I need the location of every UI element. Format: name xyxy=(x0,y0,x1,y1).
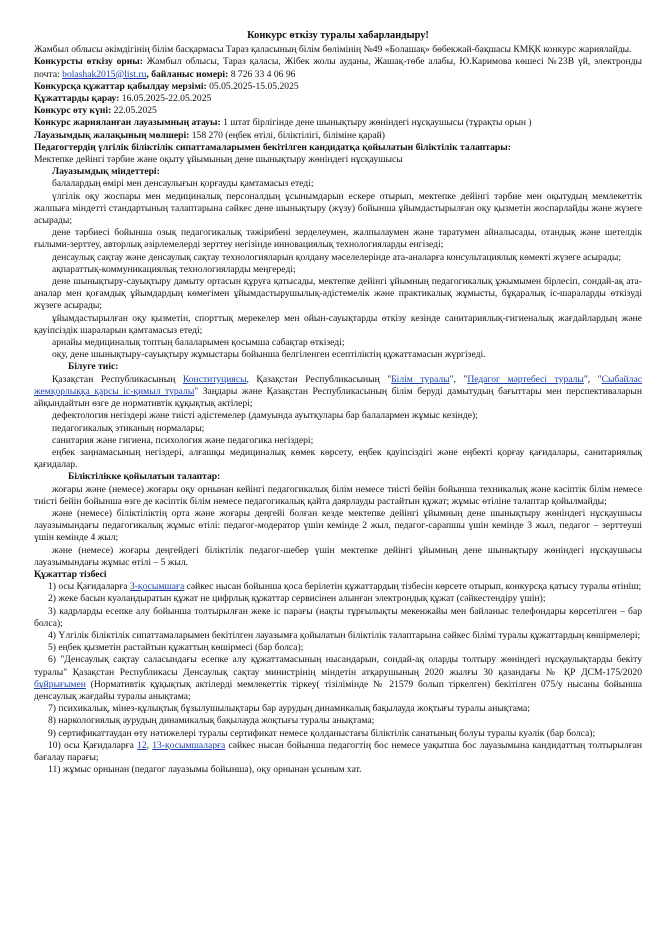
document-text: , xyxy=(146,739,153,751)
knowledge-intro-text: ", " xyxy=(449,373,468,385)
document-item: 4) Үлгілік біліктілік сипаттамаларымен бекітілген лауазымға қойылатын біліктілік талаптарына сәйкес білімі туралы құжаттардың көшірмелері; xyxy=(48,629,641,641)
document-item: 2) жеке басын куәландыратын құжат не цифрлық құжаттар сервисінен алынған электрондық құжат (сәйкестендіру үшін); xyxy=(48,593,546,605)
intro-text: Жамбыл облысы әкімдігінің білім басқармасы Тараз қаласының білім бөлімінің №49 «Болашақ» бөбекжай-бақшасы КМҚК конкурс жариялайды. xyxy=(34,44,632,56)
position-value: 1 штат бірлігінде дене шынықтыру жөніндегі нұсқаушысы (тұрақты орын ) xyxy=(220,117,532,129)
documents-heading: Құжаттар тізбесі xyxy=(34,568,107,580)
docs-review-label: Құжаттарды қарау: xyxy=(34,93,120,105)
document-item: 3) кадрларды есепке алу бойынша толтырылған жеке іс парағы (нақты тұрғылықты мекенжайы мен байланыс телефондары көрсетілген – бар болса); xyxy=(34,605,642,629)
page-title: Конкурс өткізу туралы хабарландыру! xyxy=(247,30,429,41)
knowledge-intro-text: Қазақстан Республикасының xyxy=(52,373,183,385)
docs-review-line xyxy=(34,93,642,105)
position-label: Конкурс жарияланған лауазымның атауы: xyxy=(34,117,221,129)
document-item: 5) еңбек қызметін растайтын құжаттың көшірмесі (бар болса); xyxy=(48,642,304,654)
document-item xyxy=(34,581,642,593)
document-item: 9) сертификаттаудан өту нәтижелері туралы сертификат немесе қолданыстағы біліктілік санатының болуы туралы куәлік (бар болса); xyxy=(48,727,596,739)
salary-value: 158 270 (еңбек өтілі, біліктілігі, біліміне қарай) xyxy=(189,129,385,141)
duty-item: денсаулық сақтау және денсаулық сақтау технологияларын қолдану мәселелерінде ата-аналарға консультациялық көмекті жүзеге асырады; xyxy=(52,251,621,263)
constitution-link[interactable]: Конституциясы xyxy=(182,373,247,385)
email-link[interactable]: bolashak2015@list.ru xyxy=(62,68,147,80)
document-item: 11) жұмыс орнынан (педагог лауазымы бойынша), оқу орнынан ұсыным хат. xyxy=(48,764,362,776)
document-text: 6) "Денсаулық сақтау саласындағы есепке алу құжаттамасының нысандарын, сондай-ақ оларды толтыру жөніндегі нұсқаулықтарды бекіту туралы" Қазақстан Республикасы Денсаулық сақтау министрінің міндетін атқарушының 2020 жылғы 30 қазандағы № ҚР ДСМ-175/2020 xyxy=(34,654,642,678)
duty-item: дене тәрбиесі бойынша озық педагогикалық тәжірибені зерделеумен, жалпылаумен және таратумен айналысады, отандық және шетелдік ғылыми-зерттеу, авторлық әзірлемелерді зерттеу негізінде инновациялық технологияларды енгізеді; xyxy=(34,227,642,251)
document-text: (Нормативтік құқықтық актілерді мемлекеттік тіркеу( тізілімінде № 21579 болып тіркелген) бекітілген 075/у нысаны бойынша денсаулық жағдайы туралы анықтама; xyxy=(34,678,642,702)
qualification-subtitle: Мектепке дейінгі тәрбие және оқыту ұйымының дене шынықтыру жөніндегі нұсқаушысы xyxy=(34,154,403,166)
contest-date-value: 22.05.2025 xyxy=(111,105,157,117)
knowledge-heading: Білуге тиіс: xyxy=(68,361,119,373)
document-text: 10) осы Қағидаларға xyxy=(48,739,138,751)
duty-item: арнайы медициналық топтың балаларымен қосымша сабақтар өткізеді; xyxy=(52,337,345,349)
knowledge-item: санитария және гигиена, психология және педагогика негіздері; xyxy=(52,434,314,446)
salary-line xyxy=(34,130,642,142)
knowledge-intro xyxy=(34,374,642,411)
requirements-heading: Біліктілікке қойылатын талаптар: xyxy=(68,471,221,483)
document-text: 1) осы Қағидаларға xyxy=(48,581,130,593)
phone-label: , байланыс номері: xyxy=(146,68,229,80)
appendix-13-link[interactable]: 13-қосымшаларға xyxy=(152,739,226,751)
venue-line xyxy=(34,56,642,80)
knowledge-item: еңбек заңнамасының негіздері, алғашқы медициналық көмек көрсету, еңбек қауіпсіздігі және еңбекті қорғау қағидалары, санитариялық қағидалар. xyxy=(34,446,642,471)
requirement-item: және (немесе) біліктіліктің орта және жоғары деңгейі болған кезде мектепке дейінгі ұйымның дене шынықтыру жөніндегі нұсқаушысы лауазымындағы педагогикалық жұмыс өтілі: педагог-модератор үшін кемінде 2 жыл, педагог-сарапшы үшін кемінде 3 жыл, педагог – зерттеуші үшін кемінде 4 жыл; xyxy=(34,507,642,544)
knowledge-intro-text: , Қазақстан Республикасының " xyxy=(246,373,392,385)
duty-item: дене шынықтыру-сауықтыру дамыту ортасын құруға қатысады, мектепке дейінгі ұйымның педагогикалық ұжымымен бірлесіп, сондай-ақ ата-аналар мен қоғамдық ұйымдардың көмегімен ұйымдастырушылық-әдістемелік және практикалық жұмысты, бұқаралық іс-шараларды өткізуді жүзеге асырады; xyxy=(34,276,642,312)
docs-period-line xyxy=(34,81,642,93)
docs-period-label: Конкурсқа құжаттар қабылдау мерзімі: xyxy=(34,80,207,92)
duty-item: ұйымдастырылған оқу қызметін, спорттық мерекелер мен ойын-сауықтарды өткізу кезінде санитариялық-гигиеналық жағдайлардың және қауіпсіздік шараларын қамтамасыз етеді; xyxy=(34,312,642,336)
docs-period-value: 05.05.2025-15.05.2025 xyxy=(206,80,299,92)
appendix-12-link[interactable]: 12 xyxy=(137,739,147,751)
salary-label: Лауазымдық жалақының мөлшері: xyxy=(34,129,190,141)
knowledge-intro-text: ", " xyxy=(583,373,602,385)
knowledge-item: педагогикалық этиканың нормалары; xyxy=(52,422,205,434)
knowledge-item: дефектология негіздері және тиісті әдістемелер (дамуында ауытқулары бар балалармен жұмыс кезінде); xyxy=(52,410,478,422)
knowledge-intro-text: " Заңдары және Қазақстан Республикасының білім беруді дамытудың бағыттары мен перспективаларын айқындайтын өзге де нормативтік құқықтық актілері; xyxy=(34,385,642,410)
anticorruption-law-link[interactable]: Сыбайлас жемқорлыққа қарсы іс-қимыл туралы xyxy=(34,373,642,397)
document-text: сәйкес нысан бойынша педагогтің бос немесе уақытша бос лауазымына кандидаттың толтырылған бағалау парағы; xyxy=(34,739,642,763)
requirement-item: және (немесе) жоғары деңгейдегі біліктілік педагог-шебер үшін мектепке дейінгі ұйымның дене шынықтыру жөніндегі нұсқаушысы лауазымындағы жұмыс өтілі – 5 жыл. xyxy=(34,544,642,568)
duty-item: балалардың өмірі мен денсаулығын қорғауды қамтамасыз етеді; xyxy=(52,178,314,190)
position-line xyxy=(34,117,642,129)
duty-item: оқу, дене шынықтыру-сауықтыру жұмыстары бойынша белгіленген есептіліктің құжаттамасын жүргізеді. xyxy=(52,349,486,361)
duties-heading: Лауазымдық міндеттері: xyxy=(52,166,160,178)
appendix-3-link[interactable]: 3-қосымшаға xyxy=(129,581,185,593)
contest-date-line xyxy=(34,105,642,117)
document-item: 8) наркологиялық аурудың динамикалық бақылауда жоқтығы туралы анықтама; xyxy=(48,715,375,727)
docs-review-value: 16.05.2025-22.05.2025 xyxy=(119,93,212,105)
teacher-status-law-link[interactable]: Педагог мәртебесі туралы xyxy=(467,373,584,385)
duty-item: ақпараттық-коммуникациялық технологияларды меңгереді; xyxy=(52,263,296,275)
venue-label: Конкурсты өткізу орны: xyxy=(34,56,143,68)
document-item xyxy=(34,654,642,703)
education-law-link[interactable]: Білім туралы xyxy=(391,373,450,385)
qualification-heading: Педагогтердің үлгілік біліктілік сипаттамаларымен бекітілген кандидатқа қойылатын біліктілік талаптары: xyxy=(34,141,511,153)
document-item: 7) психикалық, мінез-құлықтық бұзылушылықтары бар аурудың динамикалық бақылауда жоқтығы туралы анықтама; xyxy=(48,703,530,715)
order-link[interactable]: бұйрығымен xyxy=(34,678,86,690)
contest-date-label: Конкурс өту күні: xyxy=(34,105,112,117)
requirement-item: жоғары және (немесе) жоғары оқу орнынан кейінгі педагогикалық білім немесе тиісті бейін бойынша техникалық және кәсіптік білім немесе тиісті бейін бойынша өзге де кәсіптік білім немесе педагогикалық қайта даярлауды растайтын құжат; жұмыс өтіліне талаптар қойылмайды; xyxy=(34,483,642,507)
document-text: сәйкес нысан бойынша қоса берілетін құжаттардың тізбесін көрсете отырып, конкурсқа қатысу туралы өтініш; xyxy=(184,581,642,593)
duty-item: үлгілік оқу жоспары мен медициналық персоналдың ұсынымдарын ескере отырып, мектепке дейінгі тәрбие мен оқытудың мемлекеттік жалпыға міндетті стандартының талаптарына сәйкес дене шынықтыру (жүзу) бойынша ұйымдастырылған оқу қызметін жоспарлайды және жүзеге асырады; xyxy=(34,190,642,227)
venue-text: Жамбыл облысы, Тараз қаласы, Жібек жолы ауданы, Жашақ-төбе алабы, Ю.Каримова көшесі №23В үй, электронды почта: xyxy=(34,56,642,80)
phone-number: 8 726 33 4 06 96 xyxy=(228,68,296,80)
document-item xyxy=(34,740,642,764)
